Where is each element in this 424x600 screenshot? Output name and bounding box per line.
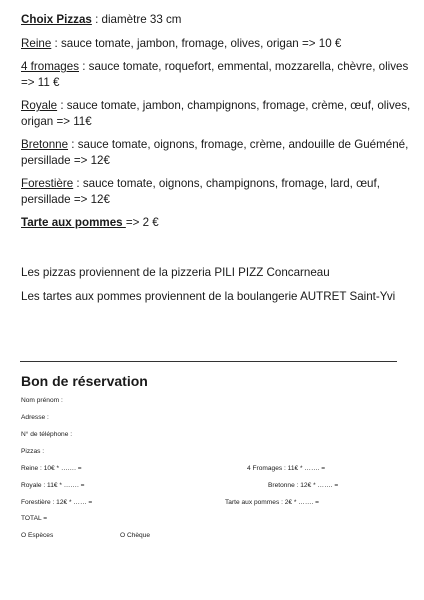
pizza-name: Bretonne [21,138,69,151]
cut-line-divider [20,361,397,362]
tarte-name: Tarte aux pommes [21,216,126,229]
reservation-form-title: Bon de réservation [21,373,148,389]
field-adresse: Adresse : [21,414,49,421]
field-pizzas: Pizzas : [21,448,45,455]
menu-title-detail: : diamètre 33 cm [91,13,182,26]
field-bretonne: Bretonne : 12€ * ……. = [268,482,339,489]
pizza-item-reine [21,36,413,52]
pizza-item-forestiere [21,176,413,208]
pizza-name: Reine [21,37,52,50]
field-royale: Royale : 11€ * ……. = [21,482,85,489]
tarte-provenance: Les tartes aux pommes proviennent de la boulangerie AUTRET Saint-Yvi [21,290,396,303]
pizza-item-bretonne [21,137,413,169]
pizza-description: : sauce tomate, jambon, champignons, fromage, crème, œuf, olives, origan => 11€ [21,99,411,128]
pizza-name: Royale [21,99,58,112]
pizza-menu [21,12,413,231]
pizza-name: 4 fromages [21,60,79,73]
field-nom-prenom: Nom prénom : [21,397,63,404]
pizza-description: : sauce tomate, oignons, champignons, fromage, lard, œuf, persillade => 12€ [21,177,380,206]
tarte-item [21,215,413,231]
field-reine: Reine : 10€ * ……. = [21,465,82,472]
pizza-description: : sauce tomate, roquefort, emmental, mozzarella, chèvre, olives => 11 € [21,60,409,89]
field-4-fromages: 4 Fromages : 11€ * ……. = [247,465,326,472]
pizza-provenance: Les pizzas proviennent de la pizzeria PILI PIZZ Concarneau [21,266,330,279]
payment-option-cheque: O Chèque [120,532,151,539]
menu-title [21,12,413,28]
payment-option-especes: O Espèces [21,532,54,539]
pizza-name: Forestière [21,177,74,190]
pizza-item-4-fromages [21,59,413,91]
tarte-price: => 2 € [125,216,159,229]
menu-title-label: Choix Pizzas [21,13,92,26]
field-total: TOTAL = [21,515,48,522]
pizza-description: : sauce tomate, oignons, fromage, crème, andouille de Guéméné, persillade => 12€ [21,138,409,167]
pizza-description: : sauce tomate, jambon, fromage, olives, origan => 10 € [51,37,342,50]
pizza-item-royale [21,98,413,130]
field-forestiere: Forestière : 12€ * …… = [21,499,93,506]
field-tarte-aux-pommes: Tarte aux pommes : 2€ * ……. = [225,499,319,506]
field-telephone: N° de téléphone : [21,431,73,438]
